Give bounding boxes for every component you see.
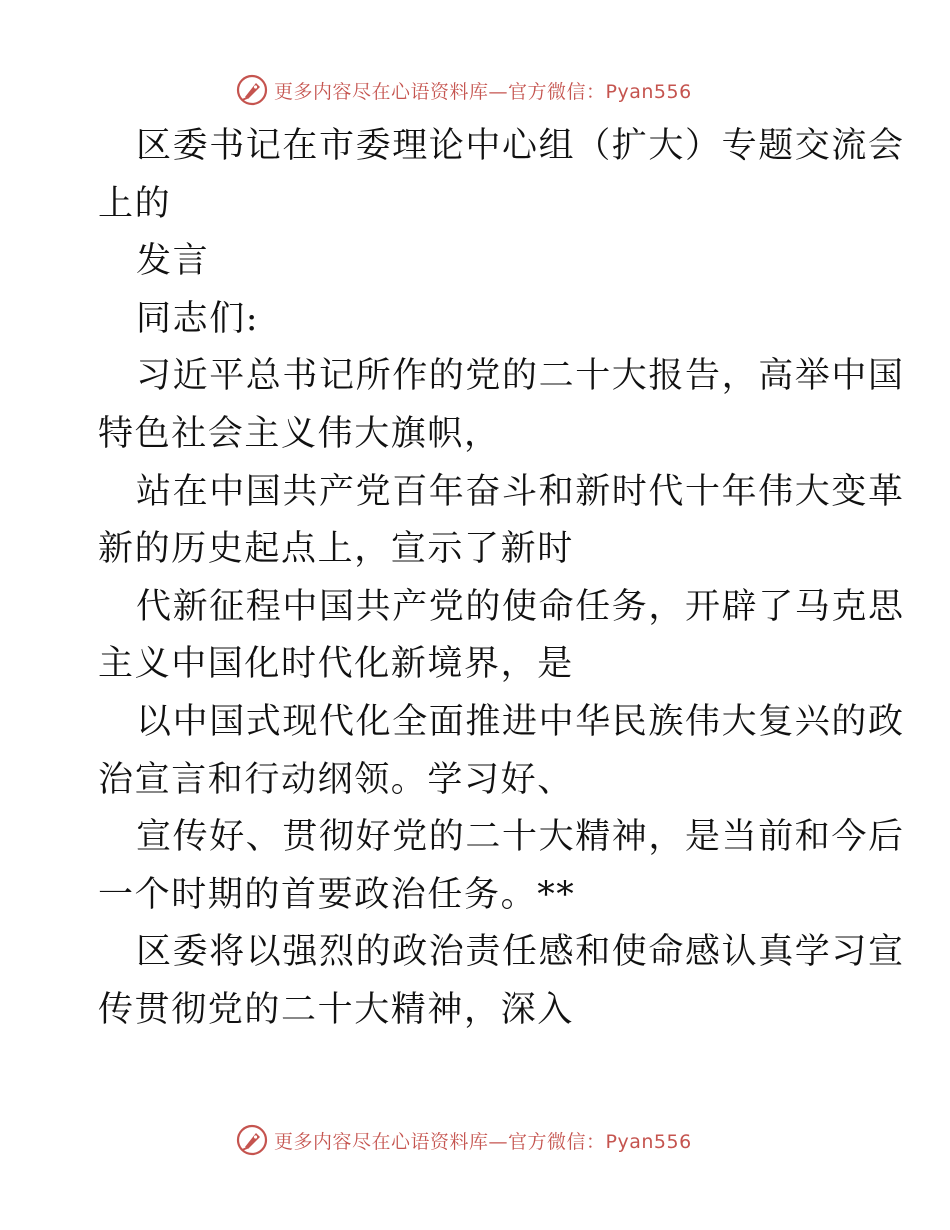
paragraph-line: 习近平总书记所作的党的二十大报告，高举中国: [136, 356, 905, 397]
title-line-3: 发言: [136, 241, 210, 282]
watermark-label: 更多内容尽在心语资料库—官方微信：: [274, 80, 606, 103]
paragraph-line: 特色社会主义伟大旗帜，: [98, 413, 501, 454]
title-line-2: 上的: [98, 183, 172, 224]
pen-nib-logo-icon: [236, 1124, 268, 1156]
watermark-wechat-id: Pyan556: [605, 80, 692, 103]
title-line-1: 区委书记在市委理论中心组（扩大）专题交流会: [136, 126, 905, 166]
paragraph-line: 区委将以强烈的政治责任感和使命感认真学习宣: [136, 932, 905, 973]
paragraph-line: 以中国式现代化全面推进中华民族伟大复兴的政: [136, 701, 905, 742]
paragraph-line: 治宣言和行动纲领。学习好、: [98, 759, 574, 800]
paragraph-line: 主义中国化时代化新境界，是: [98, 644, 574, 685]
watermark-footer: [0, 1120, 950, 1160]
paragraph-line: 一个时期的首要政治任务。**: [98, 874, 576, 915]
paragraph-line: 站在中国共产党百年奋斗和新时代十年伟大变革: [136, 471, 905, 512]
paragraph-line: 宣传好、贯彻好党的二十大精神，是当前和今后: [136, 817, 905, 858]
watermark-text: [274, 77, 692, 104]
paragraph-line: 新的历史起点上，宣示了新时: [98, 529, 574, 570]
paragraph-line: 代新征程中国共产党的使命任务，开辟了马克思: [136, 586, 905, 627]
watermark-header: [0, 70, 950, 110]
document-body: [98, 118, 905, 1040]
watermark-text: [274, 1127, 692, 1154]
watermark-wechat-id: Pyan556: [605, 1130, 692, 1153]
pen-nib-logo-icon: [236, 74, 268, 106]
paragraph-line: 传贯彻党的二十大精神，深入: [98, 989, 574, 1030]
watermark-label: 更多内容尽在心语资料库—官方微信：: [274, 1130, 606, 1153]
salutation: 同志们:: [136, 298, 260, 339]
